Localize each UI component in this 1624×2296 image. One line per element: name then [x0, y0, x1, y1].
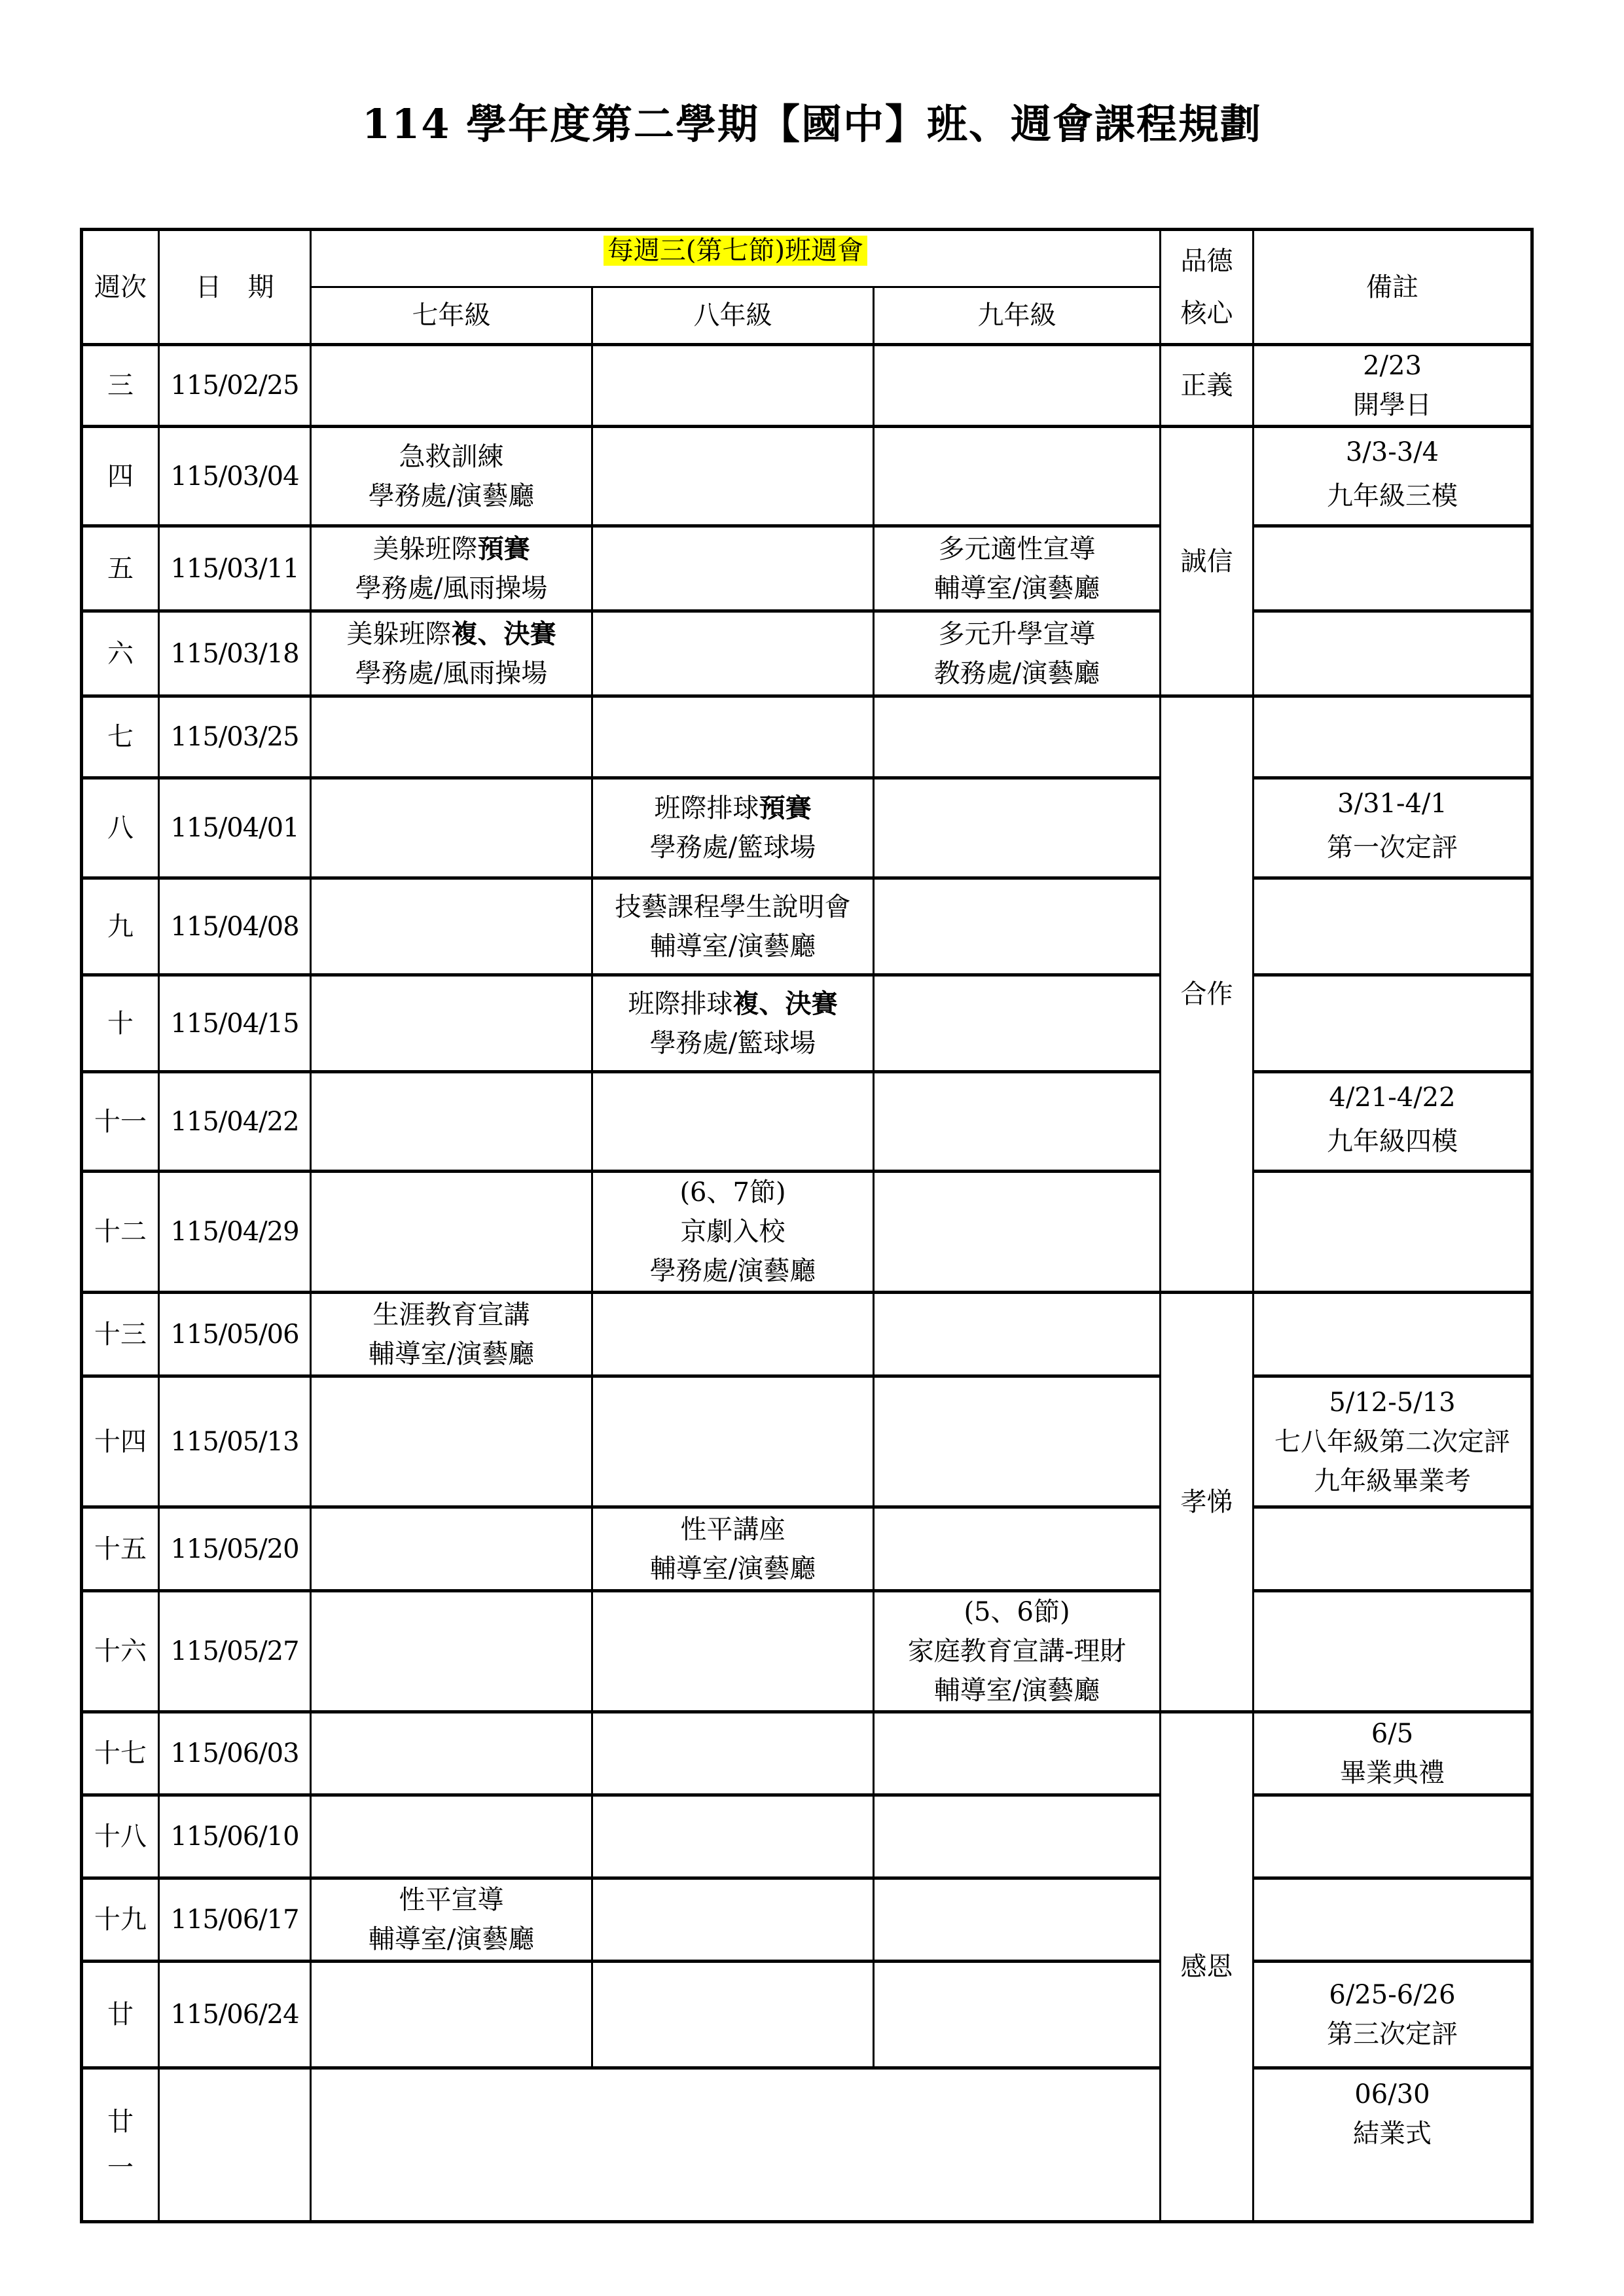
- grade7-cell: 性平宣導 輔導室/演藝廳: [311, 1878, 592, 1962]
- week-cell: 八: [82, 778, 159, 878]
- grade7-cell: [311, 878, 592, 975]
- table-row: [82, 427, 1532, 526]
- grade7-cell: 生涯教育宣講 輔導室/演藝廳: [311, 1293, 592, 1376]
- grade9-cell: [874, 696, 1161, 778]
- table-row: [82, 1507, 1532, 1591]
- header-row-1: [82, 230, 1532, 287]
- grade7-cell: [311, 1376, 592, 1507]
- date-cell: 115/05/20: [159, 1507, 311, 1591]
- week-cell: 九: [82, 878, 159, 975]
- grade9-cell: 多元升學宣導 教務處/演藝廳: [874, 611, 1161, 696]
- week-cell: 五: [82, 526, 159, 611]
- header-session: [311, 230, 1161, 287]
- table-row: [82, 526, 1532, 611]
- grade8-cell: [592, 1293, 874, 1376]
- date-cell: 115/06/24: [159, 1962, 311, 2068]
- date-cell: 115/06/10: [159, 1795, 311, 1878]
- grade7-cell: [311, 1172, 592, 1293]
- grade9-cell: (5、6節) 家庭教育宣講-理財 輔導室/演藝廳: [874, 1591, 1161, 1712]
- grade9-cell: [874, 1712, 1161, 1795]
- table-row: [82, 2068, 1532, 2222]
- grade7-cell: [311, 1507, 592, 1591]
- remark-cell: [1254, 526, 1532, 611]
- remark-cell: [1254, 975, 1532, 1072]
- remark-cell: 6/25-6/26 第三次定評: [1254, 1962, 1532, 2068]
- week-cell: 廿: [82, 1962, 159, 2068]
- grade7-cell: 美躲班際預賽 學務處/風雨操場: [311, 526, 592, 611]
- week-cell: 七: [82, 696, 159, 778]
- date-cell: 115/04/22: [159, 1072, 311, 1172]
- table-row: [82, 1376, 1532, 1507]
- virtue-cell: 正義: [1161, 345, 1254, 427]
- week-cell: 十二: [82, 1172, 159, 1293]
- remark-cell: 5/12-5/13 七八年級第二次定評 九年級畢業考: [1254, 1376, 1532, 1507]
- table-row: [82, 1962, 1532, 2068]
- merged-grade-cell: [311, 2068, 1161, 2222]
- week-cell: 十七: [82, 1712, 159, 1795]
- remark-cell: 6/5 畢業典禮: [1254, 1712, 1532, 1795]
- grade8-cell: [592, 427, 874, 526]
- week-cell: 十一: [82, 1072, 159, 1172]
- grade9-cell: [874, 1795, 1161, 1878]
- date-cell: 115/03/04: [159, 427, 311, 526]
- week-cell: 十四: [82, 1376, 159, 1507]
- date-cell: 115/03/11: [159, 526, 311, 611]
- virtue-cell: 孝悌: [1161, 1293, 1254, 1712]
- week-cell: 十三: [82, 1293, 159, 1376]
- grade9-cell: [874, 778, 1161, 878]
- grade8-cell: 性平講座 輔導室/演藝廳: [592, 1507, 874, 1591]
- table-row: [82, 1172, 1532, 1293]
- grade8-cell: [592, 1072, 874, 1172]
- grade8-cell: 班際排球複、決賽 學務處/籃球場: [592, 975, 874, 1072]
- table-row: [82, 696, 1532, 778]
- remark-cell: [1254, 1795, 1532, 1878]
- schedule-table: [80, 228, 1534, 2223]
- table-row: [82, 1795, 1532, 1878]
- virtue-cell: 合作: [1161, 696, 1254, 1293]
- grade9-cell: [874, 1962, 1161, 2068]
- date-cell: 115/03/25: [159, 696, 311, 778]
- table-row: [82, 1293, 1532, 1376]
- grade8-cell: [592, 1962, 874, 2068]
- header-virtue: 品德 核心: [1161, 230, 1254, 345]
- grade7-cell: [311, 1962, 592, 2068]
- table-row: [82, 1591, 1532, 1712]
- table-row: [82, 975, 1532, 1072]
- remark-cell: [1254, 1293, 1532, 1376]
- date-cell: [159, 2068, 311, 2222]
- remark-cell: 2/23 開學日: [1254, 345, 1532, 427]
- grade7-cell: [311, 1072, 592, 1172]
- table-row: [82, 878, 1532, 975]
- grade8-cell: [592, 1591, 874, 1712]
- grade7-cell: [311, 345, 592, 427]
- remark-cell: [1254, 1172, 1532, 1293]
- grade8-cell: [592, 345, 874, 427]
- date-cell: 115/06/03: [159, 1712, 311, 1795]
- table-row: [82, 1878, 1532, 1962]
- grade9-cell: [874, 1507, 1161, 1591]
- date-cell: 115/05/13: [159, 1376, 311, 1507]
- date-cell: 115/05/06: [159, 1293, 311, 1376]
- grade9-cell: [874, 427, 1161, 526]
- week-cell: 十六: [82, 1591, 159, 1712]
- date-cell: 115/05/27: [159, 1591, 311, 1712]
- grade7-cell: 急救訓練 學務處/演藝廳: [311, 427, 592, 526]
- date-cell: 115/04/29: [159, 1172, 311, 1293]
- date-cell: 115/03/18: [159, 611, 311, 696]
- remark-cell: [1254, 696, 1532, 778]
- grade9-cell: [874, 878, 1161, 975]
- remark-cell: [1254, 878, 1532, 975]
- grade7-cell: [311, 696, 592, 778]
- grade8-cell: [592, 1376, 874, 1507]
- week-cell: 十: [82, 975, 159, 1072]
- date-cell: 115/04/15: [159, 975, 311, 1072]
- remark-cell: [1254, 1591, 1532, 1712]
- remark-cell: 06/30 結業式: [1254, 2068, 1532, 2222]
- week-cell: 四: [82, 427, 159, 526]
- grade9-cell: [874, 1878, 1161, 1962]
- grade9-cell: [874, 1172, 1161, 1293]
- grade9-cell: [874, 1376, 1161, 1507]
- table-row: [82, 1072, 1532, 1172]
- session-label-highlight: 每週三(第七節)班週會: [604, 236, 867, 266]
- grade8-cell: [592, 1795, 874, 1878]
- grade8-cell: (6、7節) 京劇入校 學務處/演藝廳: [592, 1172, 874, 1293]
- table-row: [82, 778, 1532, 878]
- grade8-cell: [592, 611, 874, 696]
- week-cell: 十九: [82, 1878, 159, 1962]
- date-cell: 115/04/08: [159, 878, 311, 975]
- table-row: [82, 1712, 1532, 1795]
- virtue-cell: 誠信: [1161, 427, 1254, 696]
- week-cell: 廿 一: [82, 2068, 159, 2222]
- week-cell: 十八: [82, 1795, 159, 1878]
- grade9-cell: [874, 975, 1161, 1072]
- grade9-cell: [874, 345, 1161, 427]
- date-cell: 115/06/17: [159, 1878, 311, 1962]
- week-cell: 六: [82, 611, 159, 696]
- grade7-cell: [311, 975, 592, 1072]
- grade7-cell: [311, 778, 592, 878]
- header-grade9: 九年級: [874, 287, 1161, 345]
- grade9-cell: [874, 1293, 1161, 1376]
- table-row: [82, 345, 1532, 427]
- remark-cell: [1254, 1878, 1532, 1962]
- grade7-cell: [311, 1591, 592, 1712]
- grade8-cell: [592, 1878, 874, 1962]
- header-grade7: 七年級: [311, 287, 592, 345]
- header-remarks: 備註: [1254, 230, 1532, 345]
- header-date: 日 期: [159, 230, 311, 345]
- table-row: [82, 611, 1532, 696]
- date-cell: 115/04/01: [159, 778, 311, 878]
- week-cell: 三: [82, 345, 159, 427]
- page-title: 114 學年度第二學期【國中】班、週會課程規劃: [361, 100, 1262, 148]
- grade8-cell: 班際排球預賽 學務處/籃球場: [592, 778, 874, 878]
- grade9-cell: [874, 1072, 1161, 1172]
- remark-cell: 4/21-4/22 九年級四模: [1254, 1072, 1532, 1172]
- remark-cell: 3/3-3/4 九年級三模: [1254, 427, 1532, 526]
- grade7-cell: [311, 1795, 592, 1878]
- grade7-cell: [311, 1712, 592, 1795]
- week-cell: 十五: [82, 1507, 159, 1591]
- remark-cell: 3/31-4/1 第一次定評: [1254, 778, 1532, 878]
- grade7-cell: 美躲班際複、決賽 學務處/風雨操場: [311, 611, 592, 696]
- grade8-cell: [592, 1712, 874, 1795]
- header-week: 週次: [82, 230, 159, 345]
- grade9-cell: 多元適性宣導 輔導室/演藝廳: [874, 526, 1161, 611]
- date-cell: 115/02/25: [159, 345, 311, 427]
- grade8-cell: [592, 526, 874, 611]
- remark-cell: [1254, 611, 1532, 696]
- remark-cell: [1254, 1507, 1532, 1591]
- virtue-cell: 感恩: [1161, 1712, 1254, 2222]
- grade8-cell: [592, 696, 874, 778]
- grade8-cell: 技藝課程學生說明會 輔導室/演藝廳: [592, 878, 874, 975]
- header-grade8: 八年級: [592, 287, 874, 345]
